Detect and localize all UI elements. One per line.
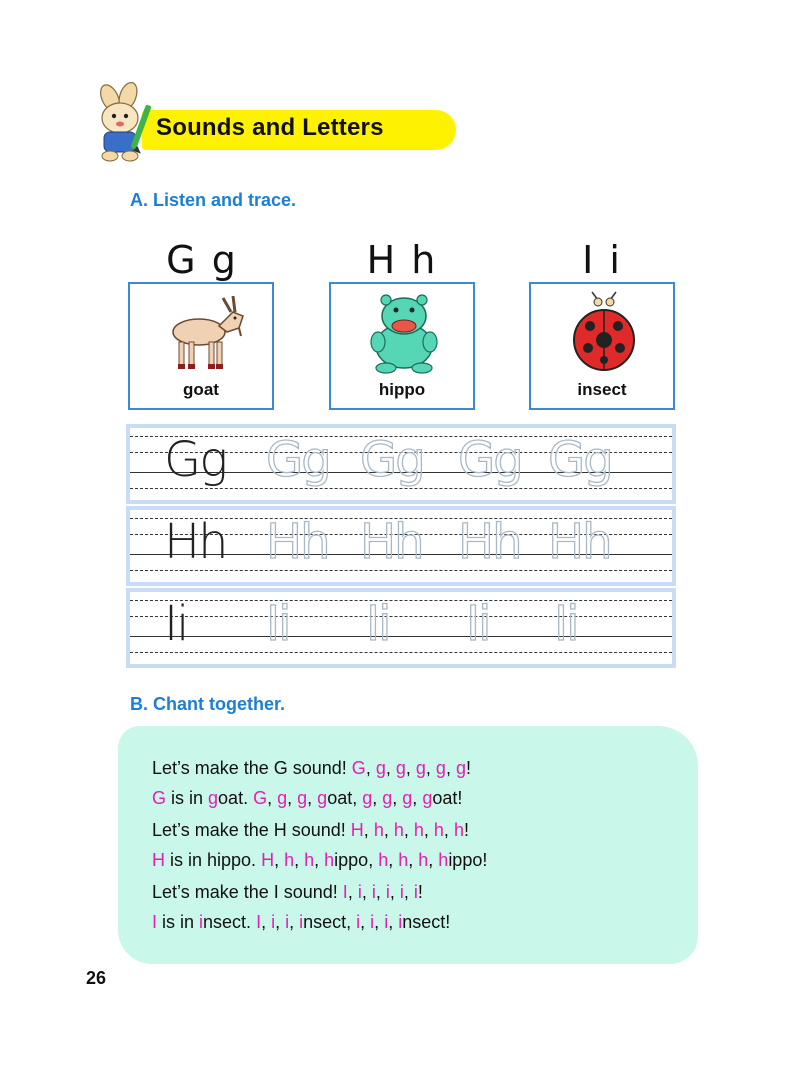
chant-line-5 bbox=[152, 882, 423, 903]
highlight-letter: h bbox=[324, 850, 335, 870]
chant-text: , bbox=[405, 758, 416, 778]
chant-text: , bbox=[388, 912, 399, 932]
highlight-letter: i bbox=[357, 882, 362, 902]
chant-text: , bbox=[385, 758, 396, 778]
bunny-mascot-icon bbox=[84, 82, 158, 162]
trace-row-g bbox=[126, 424, 676, 504]
highlight-letter: g bbox=[208, 788, 219, 808]
highlight-letter: i bbox=[413, 882, 418, 902]
trace-guide-h: Hh bbox=[548, 514, 611, 570]
highlight-letter: g bbox=[415, 758, 426, 778]
highlight-letter: G bbox=[351, 758, 366, 778]
chant-line-1 bbox=[152, 758, 471, 779]
chant-text: , bbox=[403, 882, 414, 902]
chant-text: , bbox=[443, 820, 454, 840]
chant-text: , bbox=[389, 882, 400, 902]
highlight-letter: i bbox=[370, 912, 375, 932]
page-title: Sounds and Letters bbox=[156, 114, 384, 141]
trace-guide-h: Hh bbox=[266, 514, 329, 570]
chant-text: nsect, bbox=[303, 912, 357, 932]
chant-text: oat, bbox=[327, 788, 363, 808]
highlight-letter: h bbox=[393, 820, 404, 840]
highlight-letter: g bbox=[277, 788, 288, 808]
highlight-letter: h bbox=[304, 850, 315, 870]
highlight-letter: i bbox=[399, 882, 404, 902]
chant-text: oat! bbox=[432, 788, 463, 808]
highlight-letter: g bbox=[395, 758, 406, 778]
letter-pair-h: H h bbox=[366, 238, 438, 282]
chant-text: Let’s make the G sound! bbox=[152, 758, 352, 778]
highlight-letter: i bbox=[285, 912, 290, 932]
chant-text: , bbox=[363, 820, 374, 840]
highlight-letter: g bbox=[422, 788, 433, 808]
trace-model-h: Hh bbox=[164, 514, 227, 570]
trace-guide-i: Ii bbox=[366, 596, 390, 652]
highlight-letter: i bbox=[371, 882, 376, 902]
trace-row-i bbox=[126, 588, 676, 668]
highlight-letter: H bbox=[261, 850, 275, 870]
highlight-letter: i bbox=[356, 912, 361, 932]
chant-text: , bbox=[372, 788, 383, 808]
highlight-letter: i bbox=[271, 912, 276, 932]
chant-text: , bbox=[361, 882, 372, 902]
chant-text: , bbox=[274, 850, 285, 870]
letter-pair-i: I i bbox=[582, 238, 622, 282]
chant-text: ippo, bbox=[334, 850, 379, 870]
picture-word-hippo: hippo bbox=[378, 380, 426, 399]
highlight-letter: g bbox=[375, 758, 386, 778]
section-a-heading: A. Listen and trace. bbox=[130, 190, 297, 210]
chant-text: , bbox=[388, 850, 399, 870]
chant-text: oat. bbox=[218, 788, 254, 808]
chant-line-3 bbox=[152, 820, 469, 841]
trace-guide-i: Ii bbox=[266, 596, 290, 652]
highlight-letter: g bbox=[402, 788, 413, 808]
chant-text: , bbox=[445, 758, 456, 778]
highlight-letter: i bbox=[299, 912, 304, 932]
chant-text: , bbox=[392, 788, 403, 808]
picture-word-insect: insect bbox=[577, 380, 627, 399]
chant-text: , bbox=[428, 850, 439, 870]
chant-text: , bbox=[289, 912, 300, 932]
trace-guide-g: Gg bbox=[266, 432, 330, 488]
chant-text: Let’s make the H sound! bbox=[152, 820, 351, 840]
highlight-letter: g bbox=[435, 758, 446, 778]
goat-icon bbox=[153, 290, 253, 374]
chant-text: , bbox=[314, 850, 325, 870]
chant-text: ! bbox=[417, 882, 423, 902]
trace-guide-i: Ii bbox=[554, 596, 578, 652]
chant-text: , bbox=[365, 758, 376, 778]
chant-text: ! bbox=[465, 758, 471, 778]
trace-guide-h: Hh bbox=[458, 514, 521, 570]
chant-text: , bbox=[275, 912, 286, 932]
chant-text: is in bbox=[157, 912, 200, 932]
trace-guide-g: Gg bbox=[458, 432, 522, 488]
chant-text: , bbox=[294, 850, 305, 870]
ladybug-icon bbox=[554, 290, 654, 374]
chant-text: , bbox=[412, 788, 423, 808]
highlight-letter: I bbox=[342, 882, 348, 902]
highlight-letter: g bbox=[382, 788, 393, 808]
section-header bbox=[84, 82, 464, 162]
highlight-letter: g bbox=[317, 788, 328, 808]
picture-card-hippo bbox=[329, 282, 475, 410]
chant-line-4 bbox=[152, 850, 487, 871]
section-b-heading: B. Chant together. bbox=[130, 694, 286, 714]
highlight-letter: h bbox=[413, 820, 424, 840]
chant-text: , bbox=[423, 820, 434, 840]
highlight-letter: h bbox=[284, 850, 295, 870]
highlight-letter: g bbox=[455, 758, 466, 778]
highlight-letter: H bbox=[350, 820, 364, 840]
highlight-letter: h bbox=[378, 850, 389, 870]
trace-model-g: Gg bbox=[164, 432, 227, 488]
highlight-letter: h bbox=[433, 820, 444, 840]
chant-text: , bbox=[347, 882, 358, 902]
highlight-letter: i bbox=[384, 912, 389, 932]
highlight-letter: g bbox=[297, 788, 308, 808]
highlight-letter: G bbox=[253, 788, 268, 808]
highlight-letter: i bbox=[398, 912, 403, 932]
chant-text: is in hippo. bbox=[165, 850, 262, 870]
trace-guide-g: Gg bbox=[548, 432, 612, 488]
chant-text: , bbox=[307, 788, 318, 808]
chant-text: , bbox=[261, 912, 272, 932]
highlight-letter: h bbox=[398, 850, 409, 870]
picture-card-goat bbox=[128, 282, 274, 410]
trace-row-h bbox=[126, 506, 676, 586]
highlight-letter: i bbox=[199, 912, 204, 932]
chant-text: , bbox=[375, 882, 386, 902]
chant-text: , bbox=[374, 912, 385, 932]
picture-word-goat: goat bbox=[183, 380, 219, 399]
highlight-letter: H bbox=[152, 850, 165, 870]
chant-text: ippo! bbox=[448, 850, 488, 870]
letter-pair-g: G g bbox=[166, 238, 238, 282]
page-number: 26 bbox=[86, 968, 107, 988]
highlight-letter: I bbox=[256, 912, 262, 932]
chant-line-2 bbox=[152, 788, 462, 809]
chant-text: , bbox=[287, 788, 298, 808]
highlight-letter: h bbox=[373, 820, 384, 840]
trace-guide-g: Gg bbox=[360, 432, 424, 488]
chant-text: , bbox=[267, 788, 278, 808]
highlight-letter: h bbox=[438, 850, 449, 870]
highlight-letter: G bbox=[152, 788, 167, 808]
chant-text: nsect! bbox=[402, 912, 451, 932]
chant-text: , bbox=[408, 850, 419, 870]
trace-model-i: Ii bbox=[164, 596, 188, 652]
highlight-letter: h bbox=[453, 820, 464, 840]
chant-text: ! bbox=[463, 820, 469, 840]
chant-text: nsect. bbox=[203, 912, 257, 932]
highlight-letter: h bbox=[418, 850, 429, 870]
chant-text: , bbox=[360, 912, 371, 932]
chant-line-6 bbox=[152, 912, 450, 933]
hippo-icon bbox=[354, 290, 454, 374]
highlight-letter: I bbox=[152, 912, 158, 932]
trace-guide-i: Ii bbox=[466, 596, 490, 652]
chant-text: , bbox=[403, 820, 414, 840]
chant-text: , bbox=[383, 820, 394, 840]
chant-text: is in bbox=[166, 788, 209, 808]
chant-text: Let’s make the I sound! bbox=[152, 882, 343, 902]
highlight-letter: g bbox=[362, 788, 373, 808]
chant-text: , bbox=[425, 758, 436, 778]
trace-guide-h: Hh bbox=[360, 514, 423, 570]
highlight-letter: i bbox=[385, 882, 390, 902]
picture-card-insect bbox=[529, 282, 675, 410]
